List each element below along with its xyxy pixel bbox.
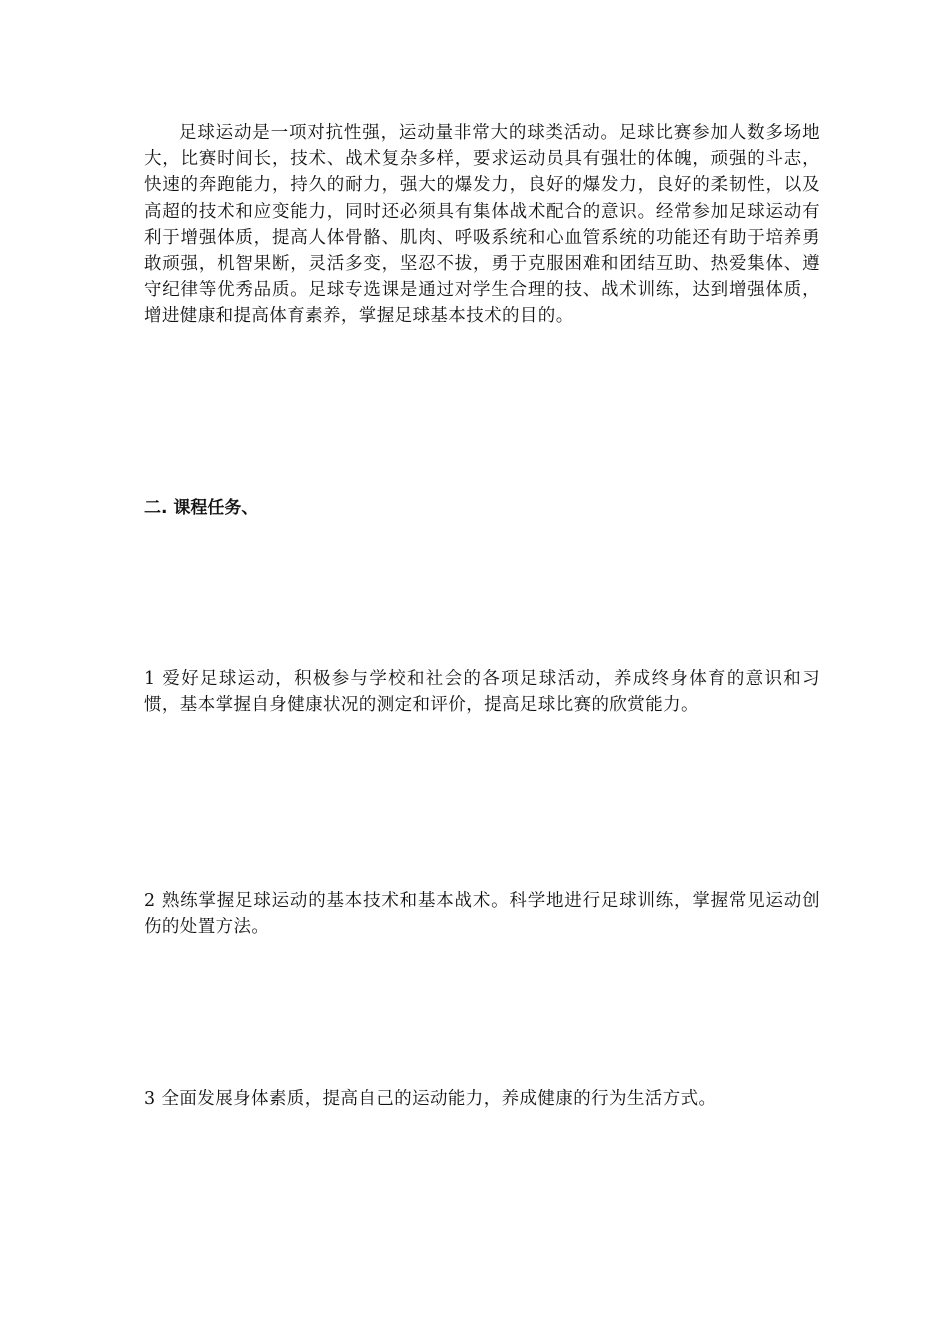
intro-paragraph: 足球运动是一项对抗性强，运动量非常大的球类活动。足球比赛参加人数多场地大，比赛时间长，技术、战术复杂多样，要求运动员具有强壮的体魄，顽强的斗志，快速的奔跑能力，持久的耐力，强大的爆发力，良好的爆发力，良好的柔韧性，以及高超的技术和应变能力，同时还必须具有集体战术配合的意识。经常参加足球运动有利于增强体质，提高人体骨骼、肌肉、呼吸系统和心血管系统的功能还有助于培养勇敢顽强，机智果断，灵活多变，坚忍不拔，勇于克服困难和团结互助、热爱集体、遵守纪律等优秀品质。足球专选课是通过对学生合理的技、战术训练，达到增强体质，增进健康和提高体育素养，掌握足球基本技术的目的。 (144, 123, 820, 327)
section-heading: 二. 课程任务、 (144, 498, 259, 518)
task-item-1: 1 爱好足球运动，积极参与学校和社会的各项足球活动，养成终身体育的意识和习惯，基本掌握自身健康状况的测定和评价，提高足球比赛的欣赏能力。 (144, 669, 820, 716)
task-item-3: 3 全面发展身体素质，提高自己的运动能力，养成健康的行为生活方式。 (144, 1089, 717, 1109)
task-item-2: 2 熟练掌握足球运动的基本技术和基本战术。科学地进行足球训练，掌握常见运动创伤的处置方法。 (144, 891, 820, 938)
